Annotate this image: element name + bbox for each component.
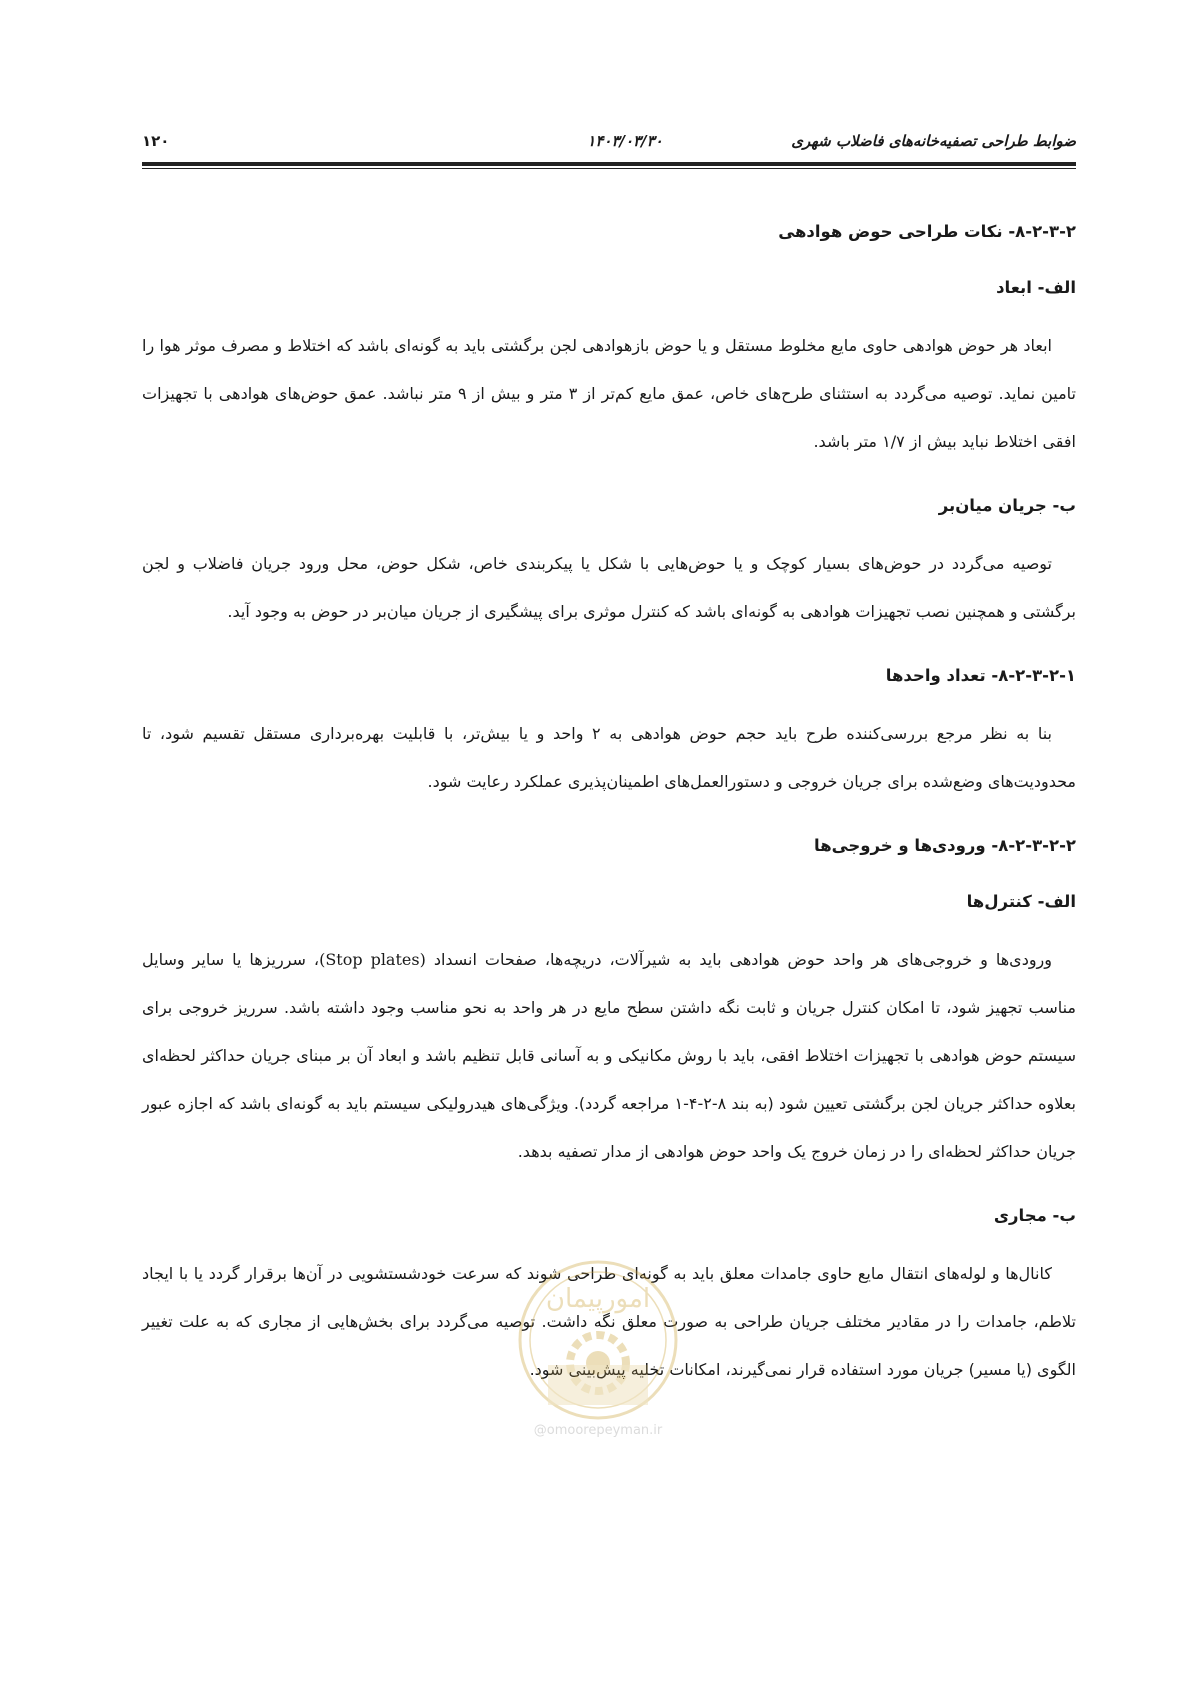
paragraph	[142, 936, 1076, 1176]
paragraph-text: ورودی‌ها و خروجی‌های هر واحد حوض هوادهی باید به شیرآلات، دریچه‌ها، صفحات انسداد	[433, 950, 1053, 969]
paragraph: توصیه می‌گردد در حوض‌های بسیار کوچک و یا حوض‌هایی با شکل یا پیکربندی خاص، شکل حوض، محل ورود جریان فاضلاب و لجن برگشتی و همچنین نصب تجهیزات هوادهی به گونه‌ای باشد که کنترل موثری برای پیشگیری از جریان میان‌بر در حوض به وجود آید.	[142, 554, 1076, 621]
section-heading: ۸-۲-۳-۲-۱- تعداد واحدها	[885, 666, 1076, 685]
paragraph: بنا به نظر مرجع بررسی‌کننده طرح باید حجم حوض هوادهی به ۲ واحد و یا بیش‌تر، با قابلیت بهره‌برداری مستقل تقسیم شود، تا محدودیت‌های وضع‌شده برای جریان خروجی و دستورالعمل‌های اطمینان‌پذیری عملکرد رعایت شود.	[142, 724, 1076, 791]
document-body	[142, 210, 1076, 1412]
header-date: ۱۴۰۳/۰۳/۳۰	[587, 132, 663, 150]
header-rule-thick	[142, 162, 1076, 166]
paragraph: ابعاد هر حوض هوادهی حاوی مایع مخلوط مستقل و یا حوض بازهوادهی لجن برگشتی باید به گونه‌ای باشد که اختلاط و مصرف موثر هوا را تامین نماید. توصیه می‌گردد به استثنای طرح‌های خاص، عمق مایع کم‌تر از ۳ متر و بیش از ۹ متر نباشد. عمق حوض‌های هوادهی با تجهیزات افقی اختلاط نباید بیش از ۱/۷ متر باشد.	[142, 336, 1077, 451]
paragraph-text: ، سرریزها یا سایر وسایل مناسب تجهیز شود، تا امکان کنترل جریان و ثابت نگه داشتن سطح مایع در هر واحد به نحو مناسب وجود داشته باشد. سرریز خروجی برای سیستم حوض هوادهی با تجهیزات اختلاط افقی، باید با روش مکانیکی و به آسانی قابل تنظیم باشد و ابعاد آن بر مبنای جریان حداکثر لحظه‌ای بعلاوه حداکثر جریان لجن برگشتی تعیین شود (به بند ۸-۲-۴-۱ مراجعه گردد). ویژگی‌های هیدرولیکی سیستم باید به گونه‌ای باشد که اجازه عبور جریان حداکثر لحظه‌ای را در زمان خروج یک واحد حوض هوادهی از مدار تصفیه بدهد.	[142, 950, 1076, 1161]
latin-term: (Stop plates)	[319, 950, 426, 969]
subsection-heading: الف- کنترل‌ها	[966, 892, 1076, 911]
page-number: ۱۲۰	[142, 132, 170, 150]
section-heading: ۸-۲-۳-۲-۲- ورودی‌ها و خروجی‌ها	[814, 836, 1076, 855]
paragraph: کانال‌ها و لوله‌های انتقال مایع حاوی جامدات معلق باید به گونه‌ای طراحی شوند که سرعت خودشستشویی در آن‌ها برقرار گردد یا با ایجاد تلاطم، جامدات را در مقادیر مختلف جریان طراحی به صورت معلق نگه داشت. توصیه می‌گردد برای بخش‌هایی از مجاری که به علت تغییر الگوی (یا مسیر) جریان مورد استفاده قرار نمی‌گیرند، امکانات تخلیه پیش‌بینی شود.	[142, 1264, 1076, 1379]
subsection-heading: الف- ابعاد	[996, 278, 1076, 297]
watermark-url: @omoorepeyman.ir	[533, 1423, 663, 1438]
watermark-logo-text: امورپیمان	[545, 1284, 651, 1314]
subsection-heading: ب- جریان میان‌بر	[938, 496, 1076, 515]
header-rule-thin	[142, 168, 1076, 169]
section-heading: ۸-۲-۳-۲- نکات طراحی حوض هوادهی	[778, 222, 1076, 241]
header-title: ضوابط طراحی تصفیه‌خانه‌های فاضلاب شهری	[791, 132, 1076, 150]
page-header	[142, 124, 1076, 164]
subsection-heading: ب- مجاری	[993, 1206, 1076, 1225]
